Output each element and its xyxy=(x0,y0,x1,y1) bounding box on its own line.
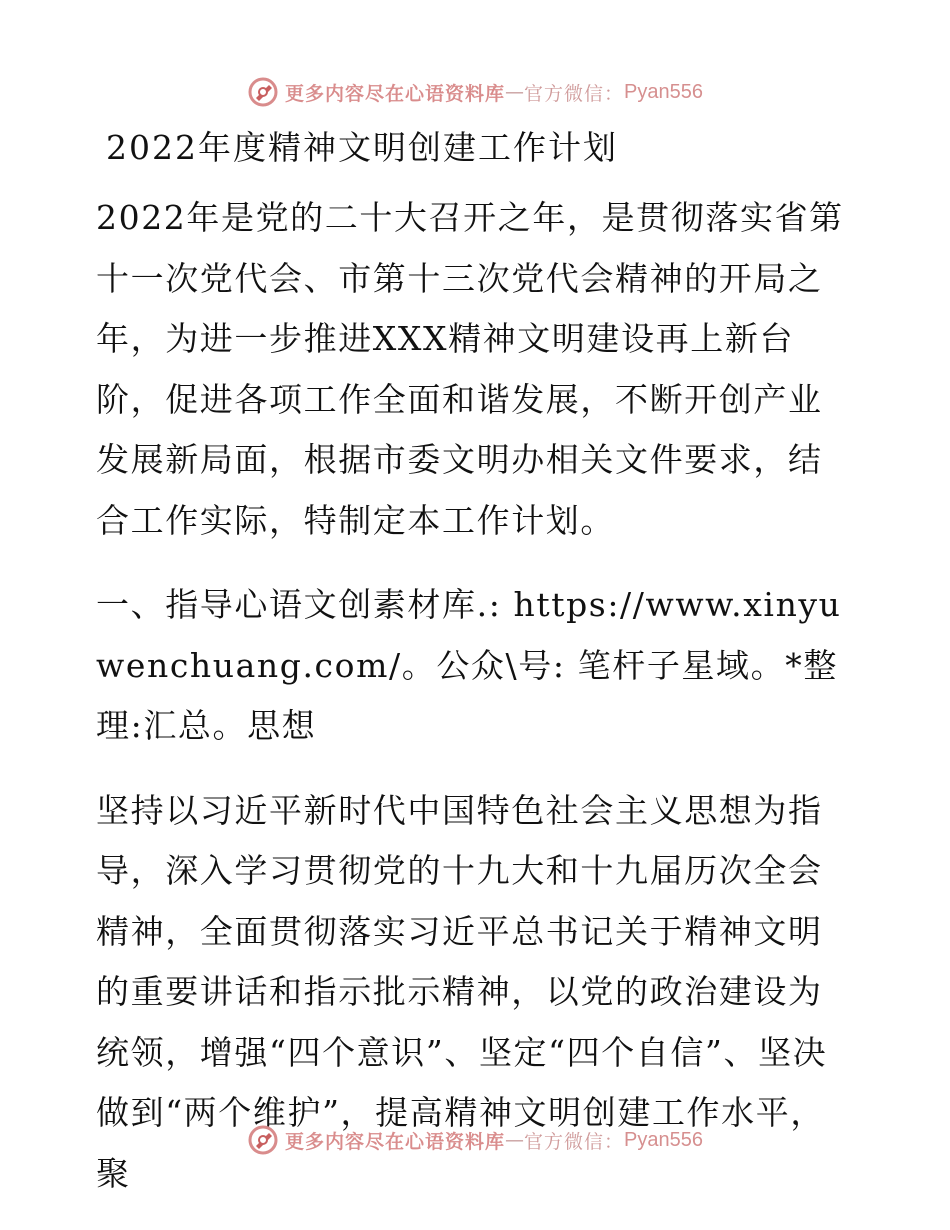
document-body xyxy=(96,118,854,1228)
footer-watermark-banner xyxy=(0,1120,950,1160)
paragraph-intro: 2022年是党的二十大召开之年，是贯彻落实省第十一次党代会、市第十三次党代会精神的开局之年，为进一步推进XXX精神文明建设再上新台阶，促进各项工作全面和谐发展，不断开创产业发展新局面，根据市委文明办相关文件要求，结合工作实际，特制定本工作计划。 xyxy=(96,198,844,540)
header-watermark-banner xyxy=(0,72,950,112)
header-banner-subtext: 官方微信： xyxy=(524,82,625,105)
header-banner-dash: — xyxy=(505,81,525,103)
header-banner-text: 更多内容尽在心语资料库 xyxy=(285,82,506,105)
document-title: 2022年度精神文明创建工作计划 xyxy=(106,128,618,167)
footer-banner-text: 更多内容尽在心语资料库 xyxy=(285,1130,506,1153)
header-banner-wechat-id: Pyan556 xyxy=(624,80,703,103)
brand-logo-icon xyxy=(247,1124,279,1156)
footer-banner-wechat-id: Pyan556 xyxy=(624,1128,703,1151)
paragraph-section-heading: 一、指导心语文创素材库.: https://www.xinyuwenchuang.com/。公众\号: 笔杆子星域。*整理:汇总。思想 xyxy=(96,585,842,745)
brand-logo-icon xyxy=(247,76,279,108)
footer-banner-dash: — xyxy=(505,1129,525,1151)
paragraph-guiding-thought: 坚持以习近平新时代中国特色社会主义思想为指导，深入学习贯彻党的十九大和十九届历次全会精神，全面贯彻落实习近平总书记关于精神文明的重要讲话和指示批示精神，以党的政治建设为统领，增强“四个意识”、坚定“四个自信”、坚决做到“两个维护”，提高精神文明创建工作水平，聚 xyxy=(96,790,828,1193)
footer-banner-subtext: 官方微信： xyxy=(524,1130,625,1153)
